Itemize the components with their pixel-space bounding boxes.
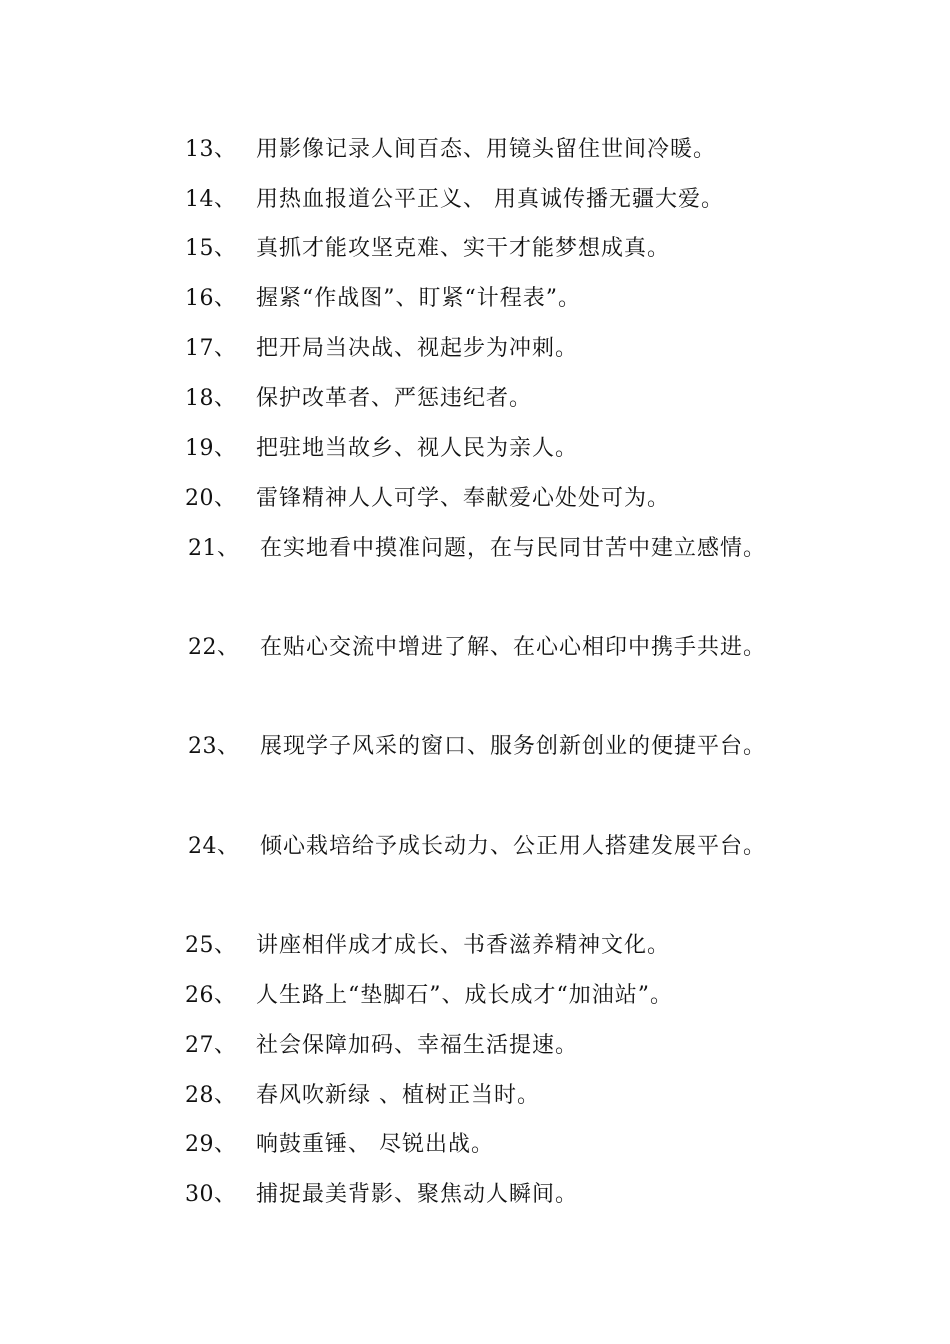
item-number: 28、 [185,1083,237,1108]
item-number: 25、 [185,933,237,958]
item-number: 29、 [185,1132,237,1157]
item-text: 用影像记录人间百态、用镜头留住世间冷暖。 [256,137,717,162]
item-text: 捕捉最美背影、聚焦动人瞬间。 [256,1182,579,1207]
item-text: 响鼓重锤、 尽锐出战。 [256,1132,494,1157]
item-number: 26、 [185,983,237,1008]
item-number: 19、 [185,436,237,461]
item-number: 23、 [188,734,240,759]
item-number: 18、 [185,386,237,411]
item-text: 展现学子风采的窗口、服务创新创业的便捷平台。 [260,734,767,759]
item-text: 社会保障加码、幸福生活提速。 [256,1033,579,1058]
item-number: 30、 [185,1182,237,1207]
item-text: 倾心栽培给予成长动力、公正用人搭建发展平台。 [260,834,767,859]
item-number: 14、 [185,187,237,212]
item-text: 握紧“作战图”、盯紧“计程表”。 [256,286,581,311]
item-number: 16、 [185,286,237,311]
item-text: 在贴心交流中增进了解、在心心相印中携手共进。 [260,635,767,660]
item-number: 24、 [188,834,240,859]
item-number: 20、 [185,486,237,511]
item-text: 把驻地当故乡、视人民为亲人。 [256,436,579,461]
item-number: 13、 [185,137,237,162]
item-text: 讲座相伴成才成长、书香滋养精神文化。 [256,933,671,958]
item-text: 人生路上“垫脚石”、成长成才“加油站”。 [256,983,673,1008]
item-text: 把开局当决战、视起步为冲刺。 [256,336,579,361]
item-number: 15、 [185,236,237,261]
item-number: 27、 [185,1033,237,1058]
item-number: 22、 [188,635,240,660]
item-text: 用热血报道公平正义、 用真诚传播无疆大爱。 [256,187,724,212]
item-text: 真抓才能攻坚克难、实干才能梦想成真。 [256,236,671,261]
item-text: 保护改革者、严惩违纪者。 [256,386,533,411]
item-text: 雷锋精神人人可学、奉献爱心处处可为。 [256,486,671,511]
item-number: 21、 [188,536,240,561]
item-number: 17、 [185,336,237,361]
item-text: 在实地看中摸准问题，在与民同甘苦中建立感情。 [260,536,767,561]
item-text: 春风吹新绿 、植树正当时。 [256,1083,540,1108]
